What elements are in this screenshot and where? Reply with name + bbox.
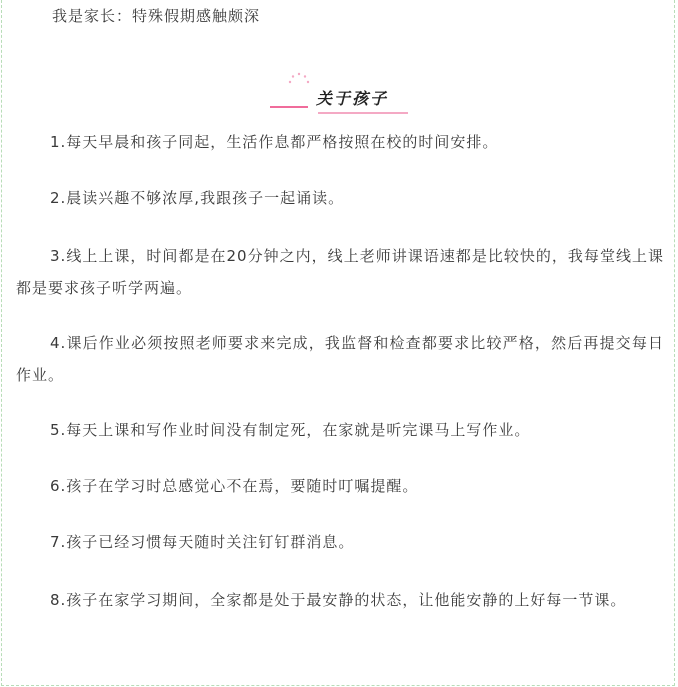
section-title: 关于孩子 [316, 89, 389, 108]
paragraph-item: 4.课后作业必须按照老师要求来完成，我监督和检查都要求比较严格，然后再提交每日作业。 [16, 334, 664, 384]
paragraph-item: 1.每天早晨和孩子同起，生活作息都严格按照在校的时间安排。 [50, 133, 499, 151]
title-underline [318, 112, 408, 114]
paragraph-item: 3.线上上课，时间都是在20分钟之内，线上老师讲课语速都是比较快的，我每堂线上课都是要求孩子听学两遍。 [16, 247, 664, 297]
paragraph-item: 6.孩子在学习时总感觉心不在焉，要随时叮嘱提醒。 [50, 477, 419, 495]
section-heading [260, 72, 420, 116]
paragraph-item: 8.孩子在家学习期间，全家都是处于最安静的状态，让他能安静的上好每一节课。 [50, 591, 627, 609]
decorative-dots-icon [288, 72, 310, 94]
paragraph-item: 2.晨读兴趣不够浓厚,我跟孩子一起诵读。 [50, 189, 345, 207]
paragraph-item: 7.孩子已经习惯每天随时关注钉钉群消息。 [50, 533, 355, 551]
intro-line: 我是家长：特殊假期感触颇深 [52, 7, 261, 25]
title-underline-accent [270, 106, 308, 108]
paragraph-item: 5.每天上课和写作业时间没有制定死，在家就是听完课马上写作业。 [50, 421, 531, 439]
